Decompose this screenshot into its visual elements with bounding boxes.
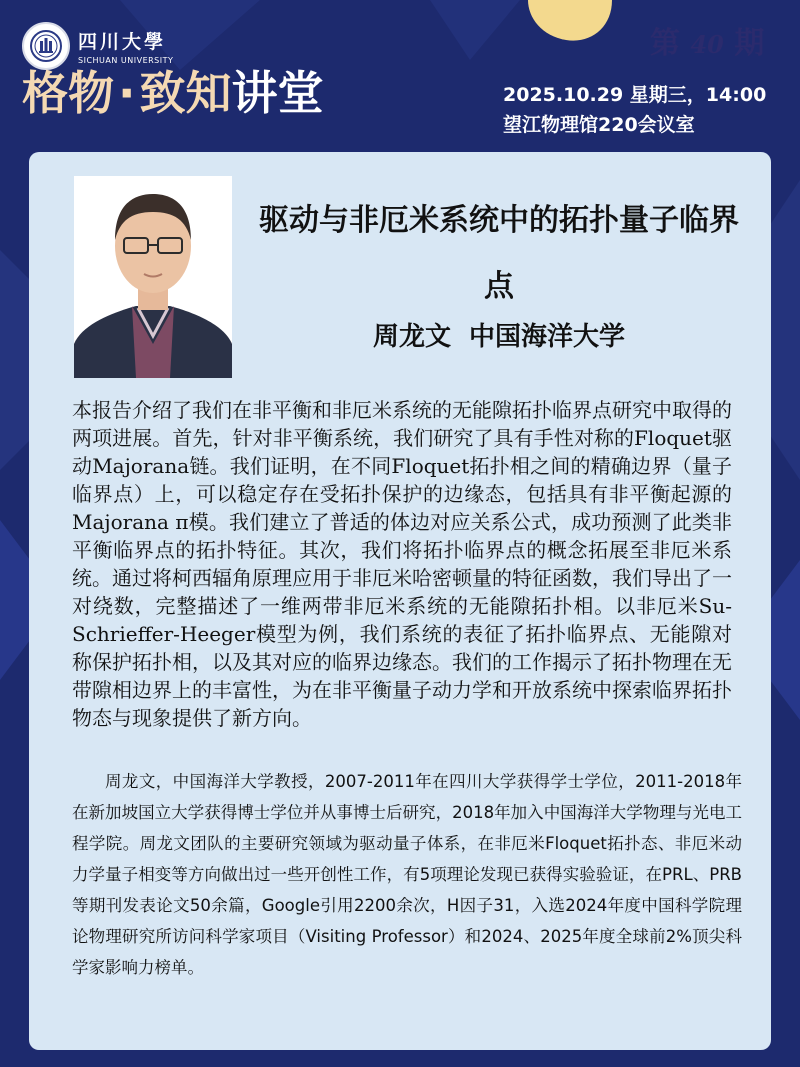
- event-venue: 望江物理馆220会议室: [503, 114, 695, 136]
- issue-badge-shape: [528, 0, 612, 41]
- issue-suffix: 期: [734, 26, 765, 61]
- speaker-bio: 周龙文，中国海洋大学教授，2007-2011年在四川大学获得学士学位，2011-2018年在新加坡国立大学获得博士学位并从事博士后研究，2018年加入中国海洋大学物理与光电工程学院。周龙文团队的主要研究领域为驱动量子体系，在非厄米Floquet拓扑态、非厄米动力学量子相变等方向做出过一些开创性工作，有5项理论发现已获得实验验证，在PRL、PRB等期刊发表论文50余篇，Google引用2200余次，H因子31，入选2024年度中国科学院理论物理研究所访问科学家项目（Visiting Professor）和2024、2025年度全球前2%顶尖科学家影响力榜单。: [72, 772, 742, 977]
- university-name-en: SICHUAN UNIVERSITY: [78, 56, 174, 65]
- talk-abstract: 本报告介绍了我们在非平衡和非厄米系统的无能隙拓扑临界点研究中取得的两项进展。首先，针对非平衡系统，我们研究了具有手性对称的Floquet驱动Majorana链。我们证明，在不同Floquet拓扑相之间的精确边界（量子临界点）上，可以稳定存在受拓扑保护的边缘态，包括具有非平衡起源的Majorana π模。我们建立了普适的体边对应关系公式，成功预测了此类非平衡临界点的拓扑特征。其次，我们将拓扑临界点的概念拓展至非厄米系统。通过将柯西辐角原理应用于非厄米哈密顿量的特征函数，我们导出了一对绕数，完整描述了一维两带非厄米系统的无能隙拓扑相。以非厄米Su-Schrieffer-Heeger模型为例，我们系统的表征了拓扑临界点、无能隙对称保护拓扑相，以及其对应的临界边缘态。我们的工作揭示了拓扑物理在无带隙相边界上的丰富性，为在非平衡量子动力学和开放系统中探索临界拓扑物态与现象提供了新方向。: [72, 398, 732, 730]
- talk-title: 驱动与非厄米系统中的拓扑量子临界点: [259, 203, 739, 304]
- university-name-cn: 四川大學: [78, 31, 167, 53]
- series-title-part1: 格物: [22, 66, 114, 120]
- series-title-part2: 致知: [139, 66, 232, 120]
- issue-prefix: 第: [650, 26, 680, 61]
- event-datetime: 2025.10.29 星期三，14:00: [503, 84, 767, 106]
- university-logo: [22, 22, 173, 70]
- issue-value: 40: [690, 30, 724, 59]
- issue-number: [650, 18, 764, 62]
- series-title-dot: ·: [118, 66, 136, 120]
- speaker-name-affiliation: 周龙文 中国海洋大学: [372, 322, 626, 352]
- university-seal-icon: [22, 22, 70, 70]
- speaker-photo: [74, 176, 232, 378]
- series-title: [22, 66, 324, 120]
- series-title-part3: 讲堂: [231, 66, 324, 120]
